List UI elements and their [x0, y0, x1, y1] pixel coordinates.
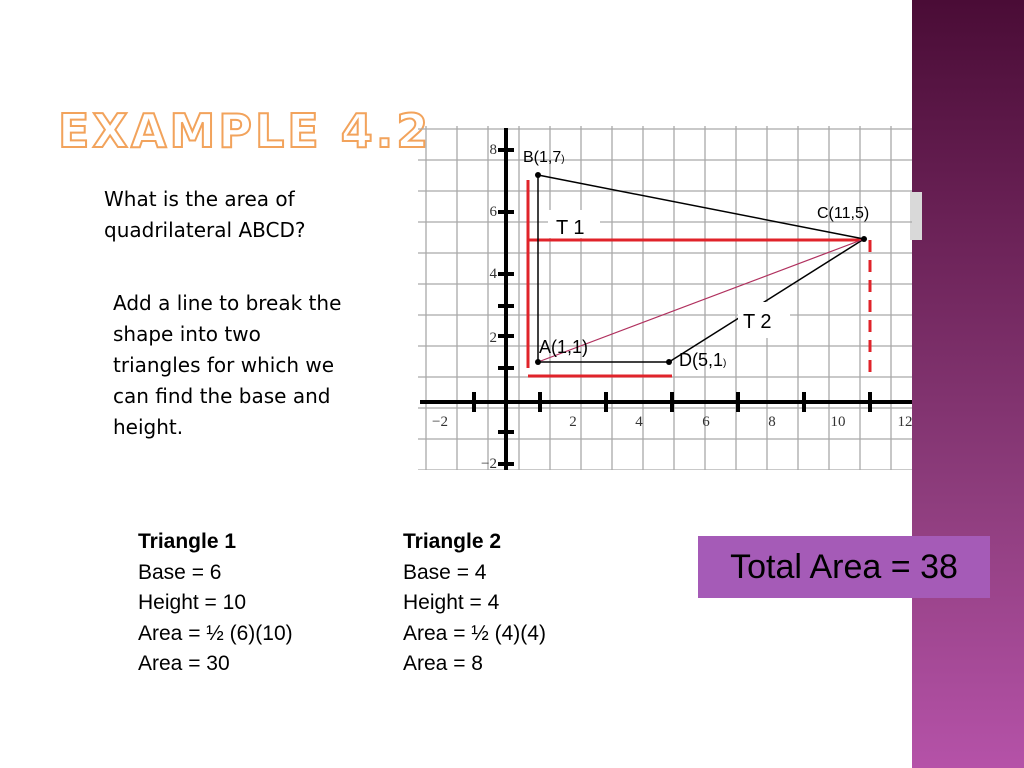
x-tick-label: 4 [635, 414, 643, 430]
x-tick-label: 2 [569, 414, 577, 430]
x-tick-label: 12 [897, 414, 912, 430]
y-tick-label: 4 [489, 266, 497, 282]
y-tick-label: 2 [489, 330, 497, 346]
triangle1-area-formula: Area = ½ (6)(10) [138, 621, 293, 645]
slide-title: EXAMPLE 4.2 [58, 104, 432, 158]
x-tick-label: 8 [768, 414, 776, 430]
triangle2-height: Height = 4 [403, 591, 500, 614]
instruction-text: Add a line to break the shape into two triangles for which we can find the base and height. [113, 291, 342, 439]
triangle2-heading: Triangle 2 [403, 530, 502, 553]
triangle1-height: Height = 10 [138, 591, 246, 614]
triangle1-panel [138, 527, 293, 680]
y-tick-label: 6 [489, 204, 497, 220]
point-a-label: A(1,1) [539, 337, 589, 357]
triangle1-area: Area = 30 [138, 652, 230, 675]
point-b-dot [535, 172, 541, 178]
y-tick-label: 8 [489, 142, 497, 158]
point-c-label: C(11,5) [817, 205, 870, 222]
triangle2-area-formula: Area = ½ (4)(4) [403, 621, 546, 645]
point-b-label: B(1,7) [523, 149, 565, 166]
triangle2-panel [403, 527, 546, 680]
point-d-label: D(5,1) [679, 350, 727, 370]
decorative-side-band [912, 0, 1024, 768]
axis-ticks [474, 150, 870, 464]
triangle1-heading: Triangle 1 [138, 530, 237, 553]
triangle2-base: Base = 4 [403, 560, 487, 584]
x-tick-label: 6 [702, 414, 710, 430]
t2-label: T 2 [743, 311, 772, 333]
y-tick-label: −2 [481, 456, 497, 470]
x-tick-label: 10 [830, 414, 846, 430]
t2-label-group [738, 302, 790, 338]
x-tick-label: −2 [432, 414, 448, 430]
t1-label-group [548, 210, 600, 239]
coordinate-graph [418, 126, 912, 470]
triangle1-base: Base = 6 [138, 560, 222, 584]
point-c-dot [861, 236, 867, 242]
total-area-box: Total Area = 38 [698, 536, 990, 598]
triangle2-area: Area = 8 [403, 652, 483, 675]
t1-label: T 1 [556, 217, 585, 239]
point-a-dot [535, 359, 541, 365]
question-text: What is the area of quadrilateral ABCD? [104, 187, 306, 242]
point-d-dot [666, 359, 672, 365]
